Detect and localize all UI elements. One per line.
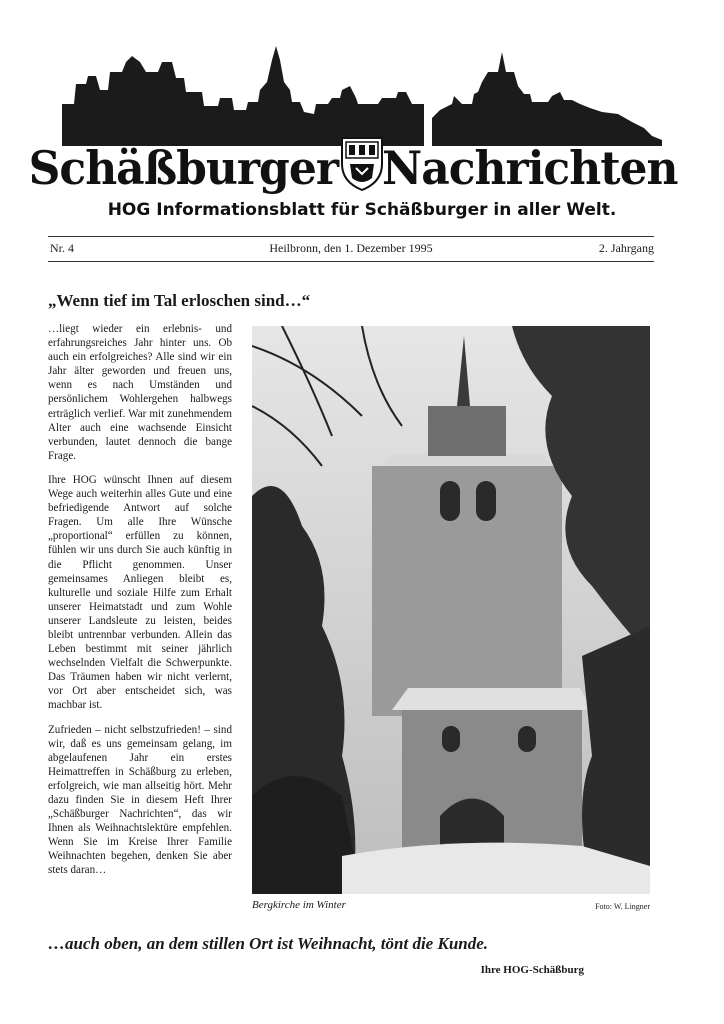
photo-credit: Foto: W. Lingner xyxy=(595,902,650,911)
church-photo xyxy=(252,326,650,894)
article-headline: „Wenn tief im Tal erloschen sind…“ xyxy=(48,291,311,310)
issue-number: Nr. 4 xyxy=(50,241,74,255)
closing-line: …auch oben, an dem stillen Ort ist Weihnacht, tönt die Kunde. xyxy=(48,934,489,953)
divider-bottom xyxy=(48,261,654,262)
masthead-title-right: Nachrichten xyxy=(382,142,678,196)
article-paragraph: …liegt wieder ein erlebnis- und erfahrungsreiches Jahr hinter uns. Ob auch ein erfolgreiches? Alle sind wir ein Jahr älter geworden und freuen uns, wenn es nach Umständen und persönlichem Wohlergehen halbwegs erträglich verlief. War mit zunehmendem Alter auch eine wachsende Einsicht verbunden, lautet dennoch die bange Frage. xyxy=(48,323,232,462)
photo-caption: Bergkirche im Winter xyxy=(252,899,346,911)
issue-info-bar xyxy=(48,240,654,258)
issue-volume: 2. Jahrgang xyxy=(598,241,654,255)
article-paragraph: Ihre HOG wünscht Ihnen auf diesem Wege auch weiterhin alles Gute und eine befriedigende Antwort auf solche Fragen. Um alle Ihre Wünsche „proportional“ erfüllen zu können, fühlen wir uns durch Sie auch künftig in die Pflicht genommen. Unser gemeinsames Anliegen bleibt es, kulturelle und soziale Hilfe zum Erhalt unserer Heimatstadt und zum Wohle unserer Landsleute zu leisten, beides bleibt untrennbar verbunden. Allein das Leben bestimmt mit seiner jährlich wechselnden Vielfalt die Schwerpunkte. Das Träumen haben wir nicht verlernt, vor Ort aber entscheidet sich, was machbar ist. xyxy=(48,473,232,712)
church-winter-image xyxy=(252,326,650,894)
town-skyline-illustration xyxy=(62,42,662,146)
coat-of-arms-icon xyxy=(338,134,386,192)
masthead-title-left: Schäßburger xyxy=(28,142,338,196)
divider-top xyxy=(48,236,654,237)
issue-place-date: Heilbronn, den 1. Dezember 1995 xyxy=(269,241,433,255)
masthead-subtitle: HOG Informationsblatt für Schäßburger in aller Welt. xyxy=(107,200,617,220)
article-body xyxy=(48,322,232,888)
article-paragraph: Zufrieden – nicht selbstzufrieden! – sind wir, daß es uns gemeinsam gelang, im abgelaufenen Jahr ein erstes Heimattreffen in Schäßburg zu erleben, erfolgreich, wie man allseitig hört. Mehr dazu finden Sie in diesem Heft Ihrer „Schäßburger Nachrichten“, das wir Ihnen als Weihnachtslektüre empfehlen. Wenn Sie im Kreise Ihrer Familie Weihnachten begehen, denken Sie aber stets daran… xyxy=(48,723,232,877)
signature: Ihre HOG-Schäßburg xyxy=(480,964,584,976)
